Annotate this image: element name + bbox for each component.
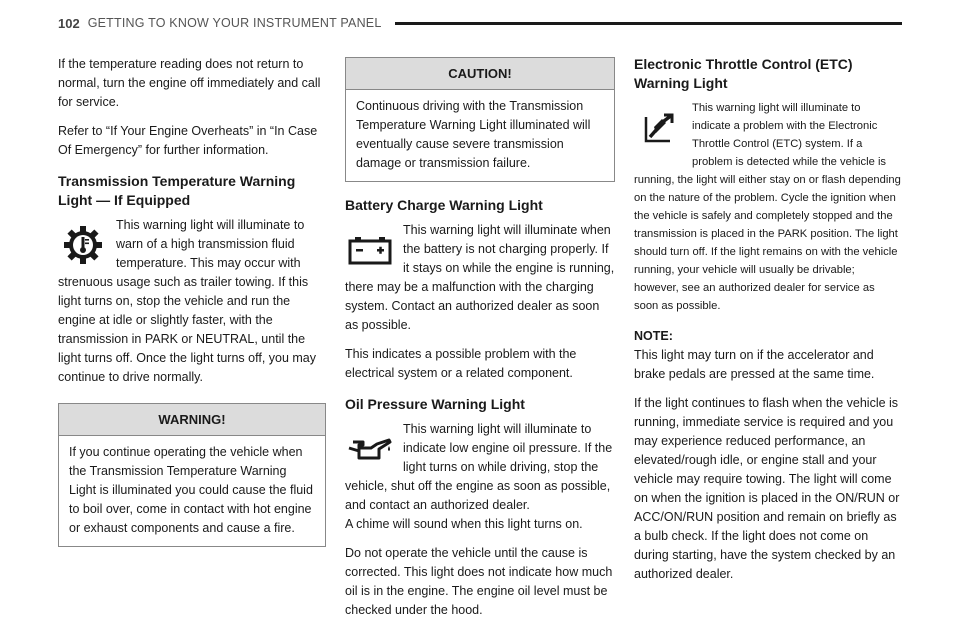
oil-heading: Oil Pressure Warning Light: [345, 396, 525, 412]
transmission-temperature-icon: [60, 220, 106, 270]
transmission-section: [58, 216, 326, 387]
paragraph: If the light continues to flash when the vehicle is running, immediate service is required and you may experience reduced performance, an elevated/rough idle, or engine stall and your vehicle may require towing. The light will come on when the ignition is placed in the ON/RUN or ACC/ON/RUN position and remain on briefly as a bulb check. If the light does not come on during starting, have the system checked by an authorized dealer.: [634, 396, 900, 581]
warning-text: If you continue operating the vehicle when the Transmission Temperature Warning Light is illuminated you could cause the fluid to boil over, come in contact with hot engine or exhaust components and cause a fire.: [69, 445, 313, 535]
battery-icon: [347, 225, 393, 275]
warning-box: [58, 403, 326, 547]
page-number: 102: [58, 15, 80, 31]
caution-text: Continuous driving with the Transmission Temperature Warning Light illuminated will eventually cause severe transmission damage or transmission failure.: [356, 99, 591, 170]
oil-can-icon: [347, 424, 393, 474]
throttle-control-icon: [636, 103, 682, 153]
paragraph: Refer to “If Your Engine Overheats” in “In Case Of Emergency” for further information.: [58, 124, 318, 157]
header-rule: [395, 22, 902, 25]
battery-heading: Battery Charge Warning Light: [345, 197, 543, 213]
paragraph: This indicates a possible problem with the electrical system or a related component.: [345, 347, 577, 380]
etc-text: This warning light will illuminate to indicate a problem with the Electronic Throttle Control (ETC) system. If a problem is detected while the vehicle is running, the light will either stay on or flash depending on the nature of the problem. Cycle the ignition when the vehicle is safely and completely stopped and the transmission is placed in the PARK position. The light should turn off. If the light remains on with the vehicle running, your vehicle will usually be drivable; however, see an authorized dealer for service as soon as possible.: [634, 102, 901, 312]
etc-heading: Electronic Throttle Control (ETC) Warning Light: [634, 56, 853, 91]
paragraph: Do not operate the vehicle until the cause is corrected. This light does not indicate how much oil is in the engine. The engine oil level must be checked under the hood.: [345, 546, 613, 617]
note-label: NOTE:: [634, 329, 673, 343]
transmission-heading: Transmission Temperature Warning Light — If Equipped: [58, 173, 296, 208]
column-3: [634, 55, 902, 594]
page-header: [58, 14, 902, 32]
paragraph: If the temperature reading does not return to normal, turn the engine off immediately and call for service.: [58, 57, 321, 109]
caution-box: [345, 57, 615, 182]
chime-text: A chime will sound when this light turns on.: [345, 517, 583, 531]
column-1: [58, 55, 326, 547]
battery-text: This warning light will illuminate when the battery is not charging properly. If it stays on while the engine is running, there may be a malfunction with the charging system. Contact an authorized dealer as soon as possible.: [345, 223, 615, 332]
oil-section: [345, 420, 615, 534]
warning-title: WARNING!: [59, 404, 325, 436]
column-2: [345, 45, 615, 630]
transmission-text: This warning light will illuminate to warn of a high transmission fluid temperature. This may occur with strenuous usage such as trailer towing. If this light turns on, stop the vehicle and run the engine at idle or slightly faster, with the transmission in PARK or NEUTRAL, until the light turns off. Once the light turns off, you may continue to drive normally.: [58, 218, 317, 384]
section-title: GETTING TO KNOW YOUR INSTRUMENT PANEL: [87, 16, 382, 30]
note-text: This light may turn on if the accelerator and brake pedals are pressed at the same time.: [634, 348, 875, 381]
etc-section: [634, 99, 902, 315]
battery-section: [345, 221, 615, 335]
caution-title: CAUTION!: [346, 58, 614, 90]
oil-text: This warning light will illuminate to indicate low engine oil pressure. If the light turns on while driving, stop the vehicle, shut off the engine as soon as possible, and contact an authorized dealer.: [345, 422, 613, 512]
